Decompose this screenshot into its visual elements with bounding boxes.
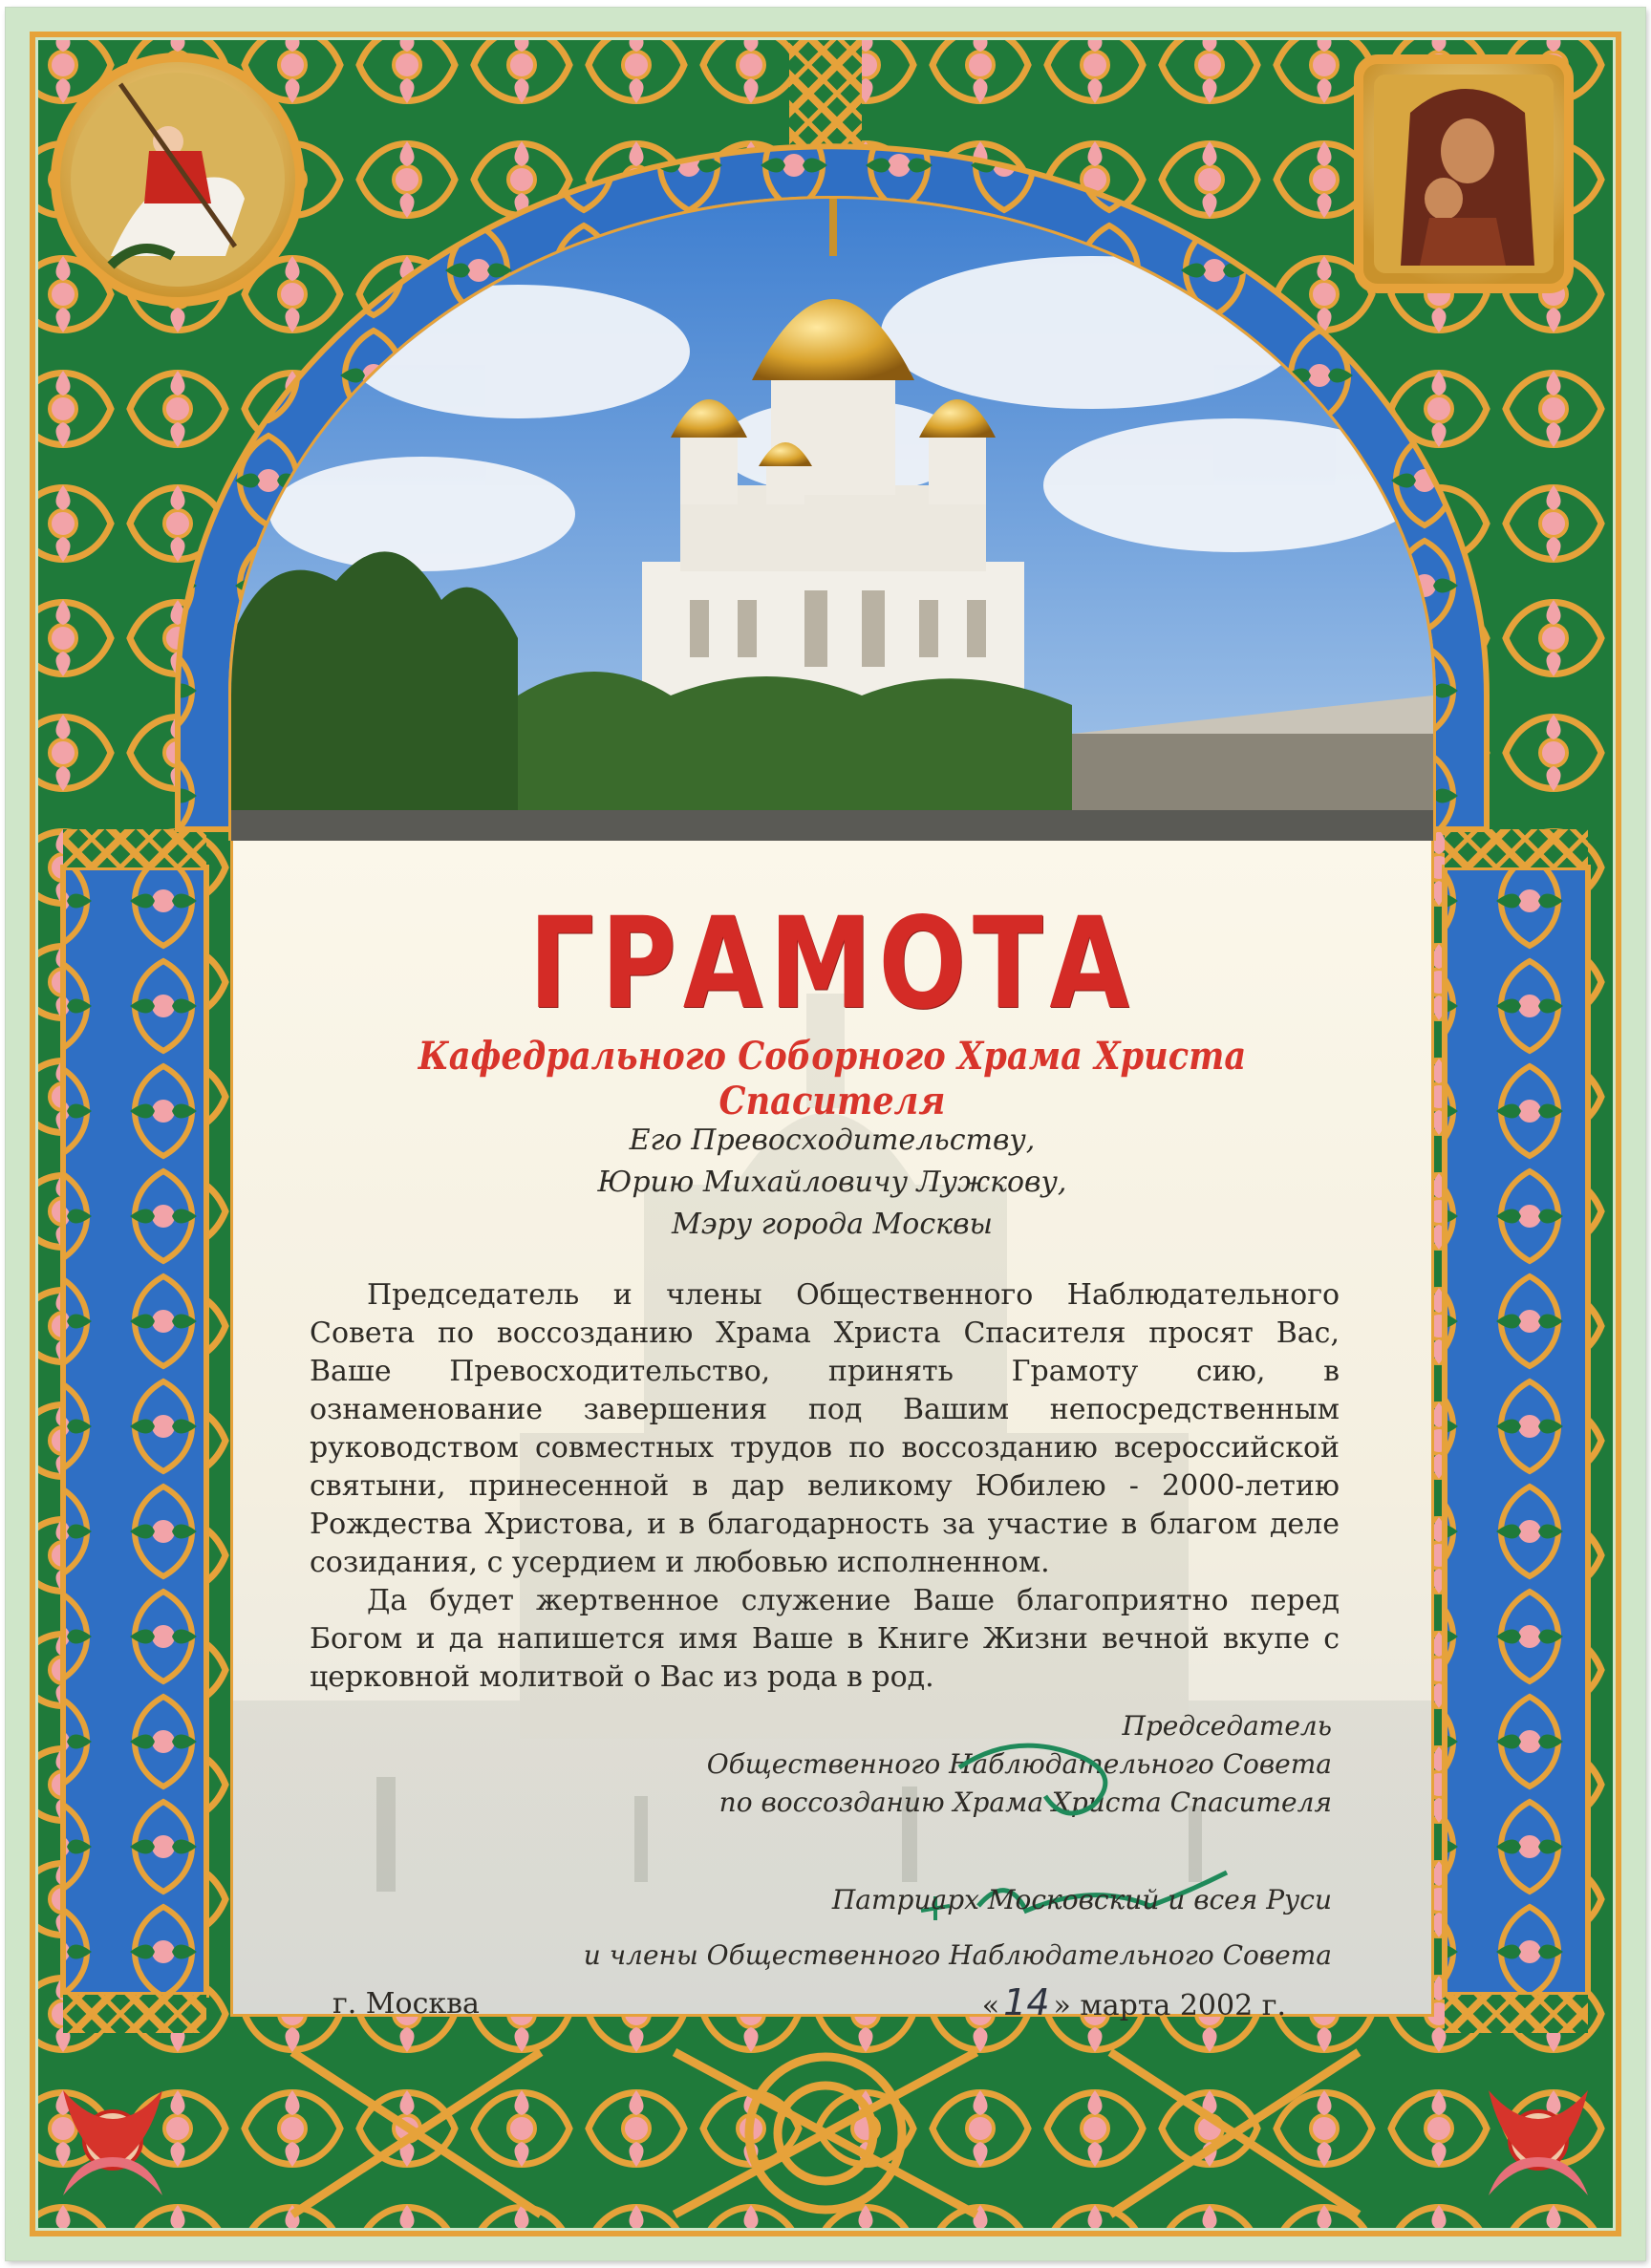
document-subtitle: Кафедрального Соборного Храма Христа Спасителя [418, 1034, 1247, 1123]
body-line: Совета по воссозданию Храма Христа Спасителя просят Вас, [310, 1316, 1340, 1350]
body-line: Богом и да напишется имя Ваше в Книге Жизни вечной вкупе с [310, 1622, 1340, 1656]
body-line: ознаменование завершения под Вашим непосредственным [310, 1393, 1340, 1426]
theotokos-icon [1359, 59, 1569, 289]
date-prefix: « [981, 1989, 1000, 2022]
date-line [982, 1981, 1286, 2023]
body-line: Рождества Христова, и в благодарность за участие в благом деле [310, 1508, 1340, 1541]
certificate-body [233, 841, 1431, 2023]
certificate-sheet [6, 8, 1645, 2260]
signature-title-line: Председатель [1122, 1710, 1332, 1742]
city-label: г. Москва [332, 1987, 480, 2021]
signature-title-line: по воссозданию Храма Христа Спасителя [718, 1787, 1332, 1818]
document-title: ГРАМОТА [528, 890, 1136, 1038]
body-line: созидания, с усердием и любовью исполненном. [310, 1546, 1050, 1579]
body-line: святыни, принесенной в дар великому Юбилею - 2000-летию [310, 1469, 1340, 1503]
body-line: Ваше Превосходительство, принять Грамоту сию, в [310, 1355, 1340, 1388]
addressee-line-2: Юрию Михайловичу Лужкову, [597, 1166, 1067, 1199]
addressee-line-1: Его Превосходительству, [629, 1123, 1036, 1157]
addressee-line-3: Мэру города Москвы [672, 1208, 993, 1241]
saint-george-icon [55, 57, 300, 302]
patriarch-line: Патриарх Московский и всея Руси [831, 1884, 1332, 1915]
signature-title-line: Общественного Наблюдательного Совета [706, 1748, 1332, 1780]
date-suffix: » марта 2002 г. [1053, 1989, 1286, 2022]
date-day: 14 [1003, 1981, 1050, 2023]
members-line: и члены Общественного Наблюдательного Совета [583, 1939, 1332, 1971]
body-line: Да будет жертвенное служение Ваше благоприятно перед [367, 1584, 1340, 1617]
body-line: Председатель и члены Общественного Наблюдательного [367, 1278, 1340, 1312]
body-line: церковной молитвой о Вас из рода в род. [310, 1660, 934, 1694]
body-line: руководством совместных трудов по воссозданию всероссийской [310, 1431, 1340, 1465]
